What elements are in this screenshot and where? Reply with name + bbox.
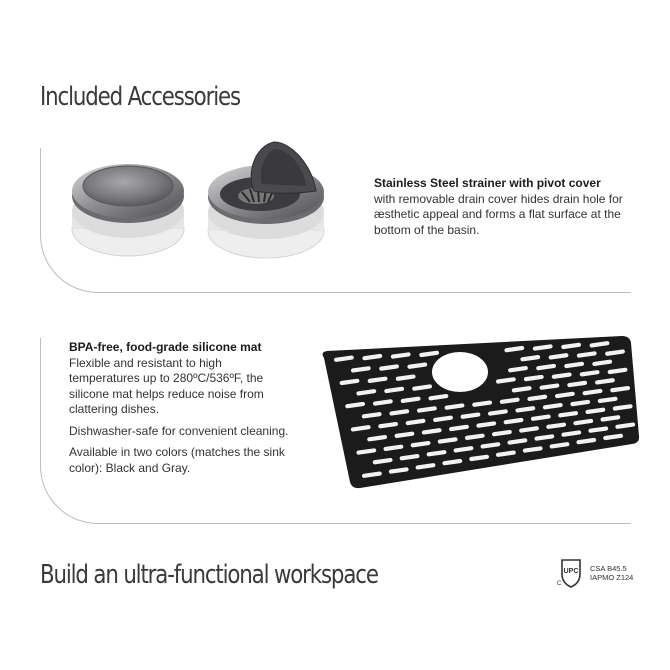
cert-iapmo: IAPMO Z124	[590, 573, 634, 582]
strainer-description-block	[374, 176, 642, 238]
certification-badge	[554, 556, 634, 590]
strainer-open-pivot	[208, 142, 324, 258]
strainer-closed	[72, 164, 184, 256]
svg-text:UPC: UPC	[563, 568, 579, 575]
strainer-product-image	[66, 136, 336, 266]
upc-certification-mark	[554, 556, 588, 590]
silicone-mat-image	[312, 330, 647, 490]
mat-title: BPA-free, food-grade silicone mat	[69, 340, 262, 354]
svg-text:C: C	[557, 581, 562, 587]
mat-description-block	[69, 340, 294, 476]
section-heading-accessories: Included Accessories	[40, 82, 240, 112]
section-heading-workspace: Build an ultra-functional workspace	[40, 560, 378, 590]
cert-csa: CSA B45.5	[590, 564, 627, 573]
mat-paragraph-1: Flexible and resistant to high temperatures up to 280ºC/536ºF, the silicone mat helps reduce noise from clattering dishes.	[69, 355, 264, 416]
mat-paragraph-3: Available in two colors (matches the sink color): Black and Gray.	[69, 445, 285, 475]
mat-paragraph-2: Dishwasher-safe for convenient cleaning.	[69, 423, 289, 438]
strainer-description: with removable drain cover hides drain hole for æsthetic appeal and forms a flat surface at the bottom of the basin.	[374, 191, 623, 237]
strainer-title: Stainless Steel strainer with pivot cover	[374, 176, 601, 190]
drain-hole	[432, 352, 488, 392]
